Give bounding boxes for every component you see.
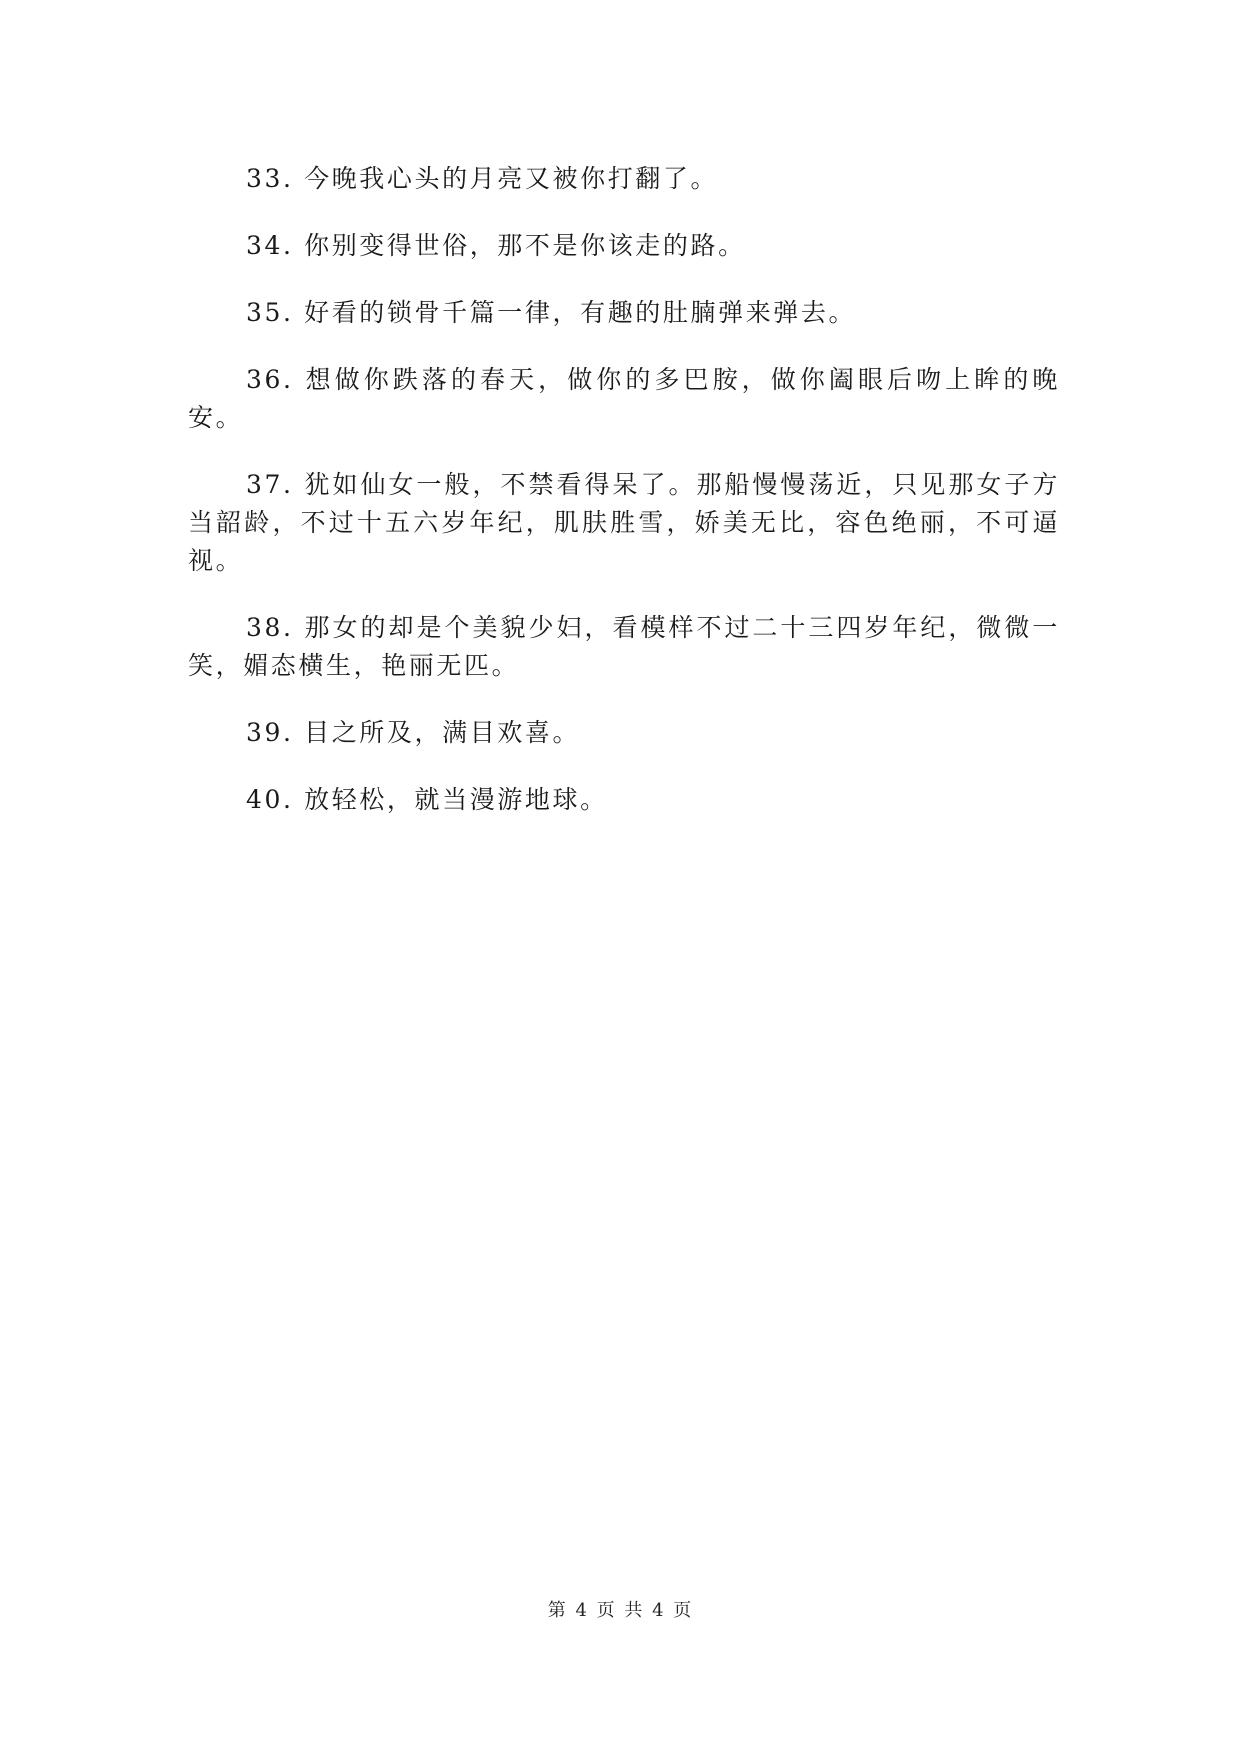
list-item-36: 36. 想做你跌落的春天，做你的多巴胺，做你阖眼后吻上眸的晚安。 bbox=[188, 365, 1060, 432]
list-item-37: 37. 犹如仙女一般，不禁看得呆了。那船慢慢荡近，只见那女子方当韶龄，不过十五六岁年纪，肌肤胜雪，娇美无比，容色绝丽，不可逼视。 bbox=[188, 470, 1060, 575]
list-item-38: 38. 那女的却是个美貌少妇，看模样不过二十三四岁年纪，微微一笑，媚态横生，艳丽无匹。 bbox=[188, 613, 1060, 680]
document-body bbox=[188, 160, 1060, 848]
list-item-39: 39. 目之所及，满目欢喜。 bbox=[246, 718, 581, 747]
list-item-40: 40. 放轻松，就当漫游地球。 bbox=[246, 785, 608, 814]
list-item-35: 35. 好看的锁骨千篇一律，有趣的肚腩弹来弹去。 bbox=[246, 298, 857, 327]
list-item-34: 34. 你别变得世俗，那不是你该走的路。 bbox=[246, 231, 746, 260]
page-footer: 第 4 页 共 4 页 bbox=[547, 1600, 694, 1621]
list-item-33: 33. 今晚我心头的月亮又被你打翻了。 bbox=[246, 164, 719, 193]
